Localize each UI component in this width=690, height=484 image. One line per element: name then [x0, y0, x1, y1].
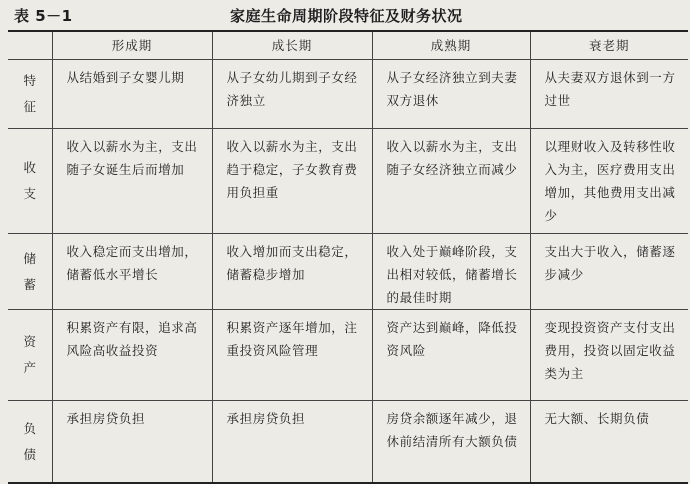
- table-cell: 收入以薪水为主，支出随子女经济独立而减少: [372, 129, 530, 234]
- table-cell: 从结婚到子女婴儿期: [52, 60, 212, 129]
- row-header-savings: 储蓄: [8, 234, 52, 310]
- table-cell: 以理财收入及转移性收入为主，医疗费用支出增加，其他费用支出减少: [530, 129, 688, 234]
- header-corner: [8, 31, 52, 60]
- table-caption: [0, 0, 690, 32]
- table-row: [8, 60, 688, 129]
- column-header-maturity: 成熟期: [372, 31, 530, 60]
- table-cell: 积累资产有限，追求高风险高收益投资: [52, 310, 212, 401]
- column-header-growth: 成长期: [212, 31, 372, 60]
- row-header-features: 特征: [8, 60, 52, 129]
- table-cell: 从夫妻双方退休到一方过世: [530, 60, 688, 129]
- table-cell: 承担房贷负担: [212, 401, 372, 484]
- table-cell: 变现投资资产支付支出费用，投资以固定收益类为主: [530, 310, 688, 401]
- table-cell: 承担房贷负担: [52, 401, 212, 484]
- column-header-aging: 衰老期: [530, 31, 688, 60]
- table-row: [8, 310, 688, 401]
- table-row: [8, 234, 688, 310]
- table-number: 表 5－1: [14, 7, 73, 25]
- table-row: [8, 129, 688, 234]
- row-header-income-expense: 收支: [8, 129, 52, 234]
- table-cell: 收入增加而支出稳定，储蓄稳步增加: [212, 234, 372, 310]
- row-header-liabilities: 负债: [8, 401, 52, 484]
- table-cell: 资产达到巅峰，降低投资风险: [372, 310, 530, 401]
- table-cell: 收入处于巅峰阶段，支出相对较低，储蓄增长的最佳时期: [372, 234, 530, 310]
- life-cycle-table: [8, 30, 688, 484]
- table-cell: 支出大于收入，储蓄逐步减少: [530, 234, 688, 310]
- table-cell: 收入稳定而支出增加，储蓄低水平增长: [52, 234, 212, 310]
- table-cell: 收入以薪水为主，支出趋于稳定，子女教育费用负担重: [212, 129, 372, 234]
- table-cell: 收入以薪水为主，支出随子女诞生后而增加: [52, 129, 212, 234]
- table-header-row: [8, 31, 688, 60]
- table-cell: 积累资产逐年增加，注重投资风险管理: [212, 310, 372, 401]
- table-cell: 从子女幼儿期到子女经济独立: [212, 60, 372, 129]
- table-cell: 房贷余额逐年减少，退休前结清所有大额负债: [372, 401, 530, 484]
- table-row: [8, 401, 688, 484]
- row-header-assets: 资产: [8, 310, 52, 401]
- table-title: 家庭生命周期阶段特征及财务状况: [230, 7, 463, 25]
- table-cell: 从子女经济独立到夫妻双方退休: [372, 60, 530, 129]
- table-cell: 无大额、长期负债: [530, 401, 688, 484]
- column-header-formation: 形成期: [52, 31, 212, 60]
